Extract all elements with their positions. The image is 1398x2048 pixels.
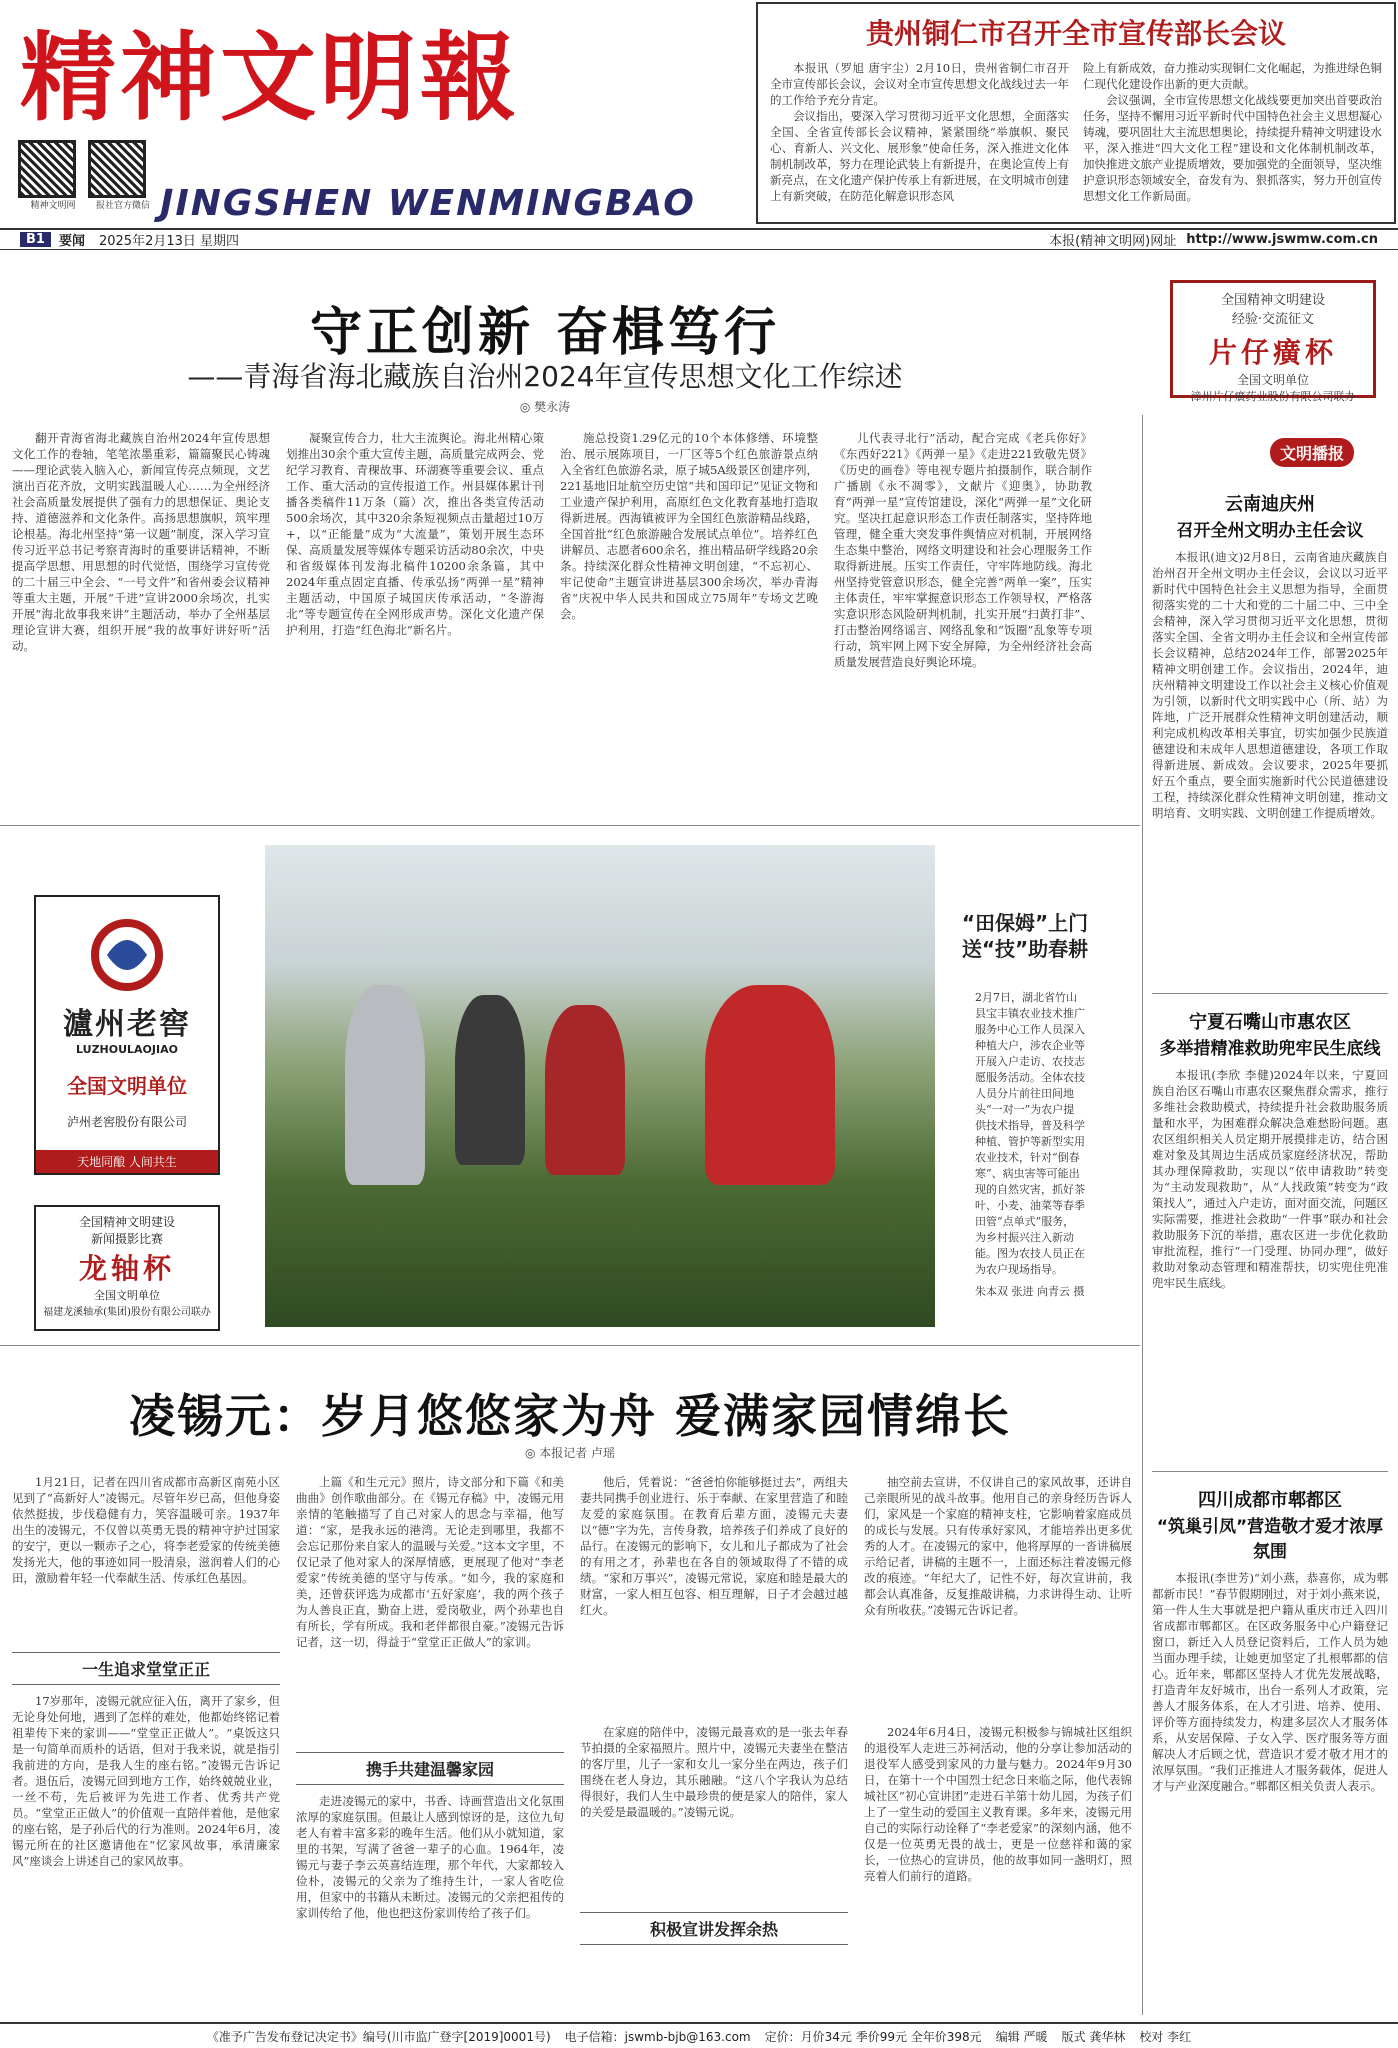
feature-col3-a: 他后，凭着说：“爸爸怕你能够挺过去”，两组夫妻共同携手创业进行、乐于奉献、在家里营造了和睦友爱的家庭氛围。在教育后辈方面，凌锡元夫妻以“德”字为先，言传身教，培养孩子们养成了良好的品行。在凌锡元的影响下，女儿和儿子都成为了社会的有用之才，孙辈也在各自的领域取得了不错的成绩。“家和万事兴”，凌锡元常说，家庭和睦是最大的财富，一家人相互包容、相互理解，日子才会越过越红火。: [580, 1475, 848, 1617]
ad-lz-company: 泸州老窖股份有限公司: [66, 1115, 187, 1129]
ad-lj-company: 福建龙溪轴承(集团)股份有限公司联办: [43, 1307, 211, 1318]
feature-col4-b: 2024年6月4日，凌锡元积极参与锦城社区组织的退役军人走进三苏祠活动，他的分享让参加活动的退役军人感受到家风的力量与魅力。2024年9月30日，在第十一个中国烈士纪念日来临之际，他代表锦城社区“初心宣讲团”走进石羊第十幼儿园，为孩子们上了一堂生动的爱国主义教育课。多年来，凌锡元用自己的实际行动诠释了“李老爱家”的深刻内涵，他不仅是一位英勇无畏的战士，更是一位慈祥和蔼的家长，一位热心的宣讲员，他的故事如同一盏明灯，照亮着人们前行的道路。: [864, 1725, 1132, 1883]
feature-col1-a: 1月21日，记者在四川省成都市高新区南苑小区见到了“高新好人”凌锡元。尽管年岁已高，但他身姿依然挺拔，步伐稳健有力，笑容温暖可亲。1937年出生的凌锡元，不仅曾以英勇无畏的精神守护过国家的安宁，更以一颗赤子之心，将李老爱家的传统美德发扬光大，他的事迹如同一股清泉，滋润着人们的心田，激励着年轻一代奉献生活、传承红色基因。: [12, 1475, 280, 1585]
ad-pz-line1: 全国精神文明建设: [1220, 293, 1325, 308]
luzhou-logo-icon: [87, 915, 167, 995]
lead-col-3: 施总投资1.29亿元的10个本体修缮、环境整治、展示展陈项目，一厂区等5个红色旅游景点纳入全省红色旅游名录，原子城5A级景区创建序列，221基地旧址航空历史馆“共和国印记”见证文物和工业遗产保护利用，高原红色文化教育基地打造取得新进展。西海镇被评为全国红色旅游精品线路，全国首批“红色旅游融合发展试点单位”。培养红色讲解员、志愿者600余名，推出精品研学线路20余条。持续深化群众性精神文明创建，“不忘初心、牢记使命”主题宣讲进基层300余场次，举办青海省“庆祝中华人民共和国成立75周年”专场文艺晚会。: [560, 431, 818, 621]
ad-lz-brand: 瀘州老窖: [63, 1007, 191, 1042]
issue-date: 2025年2月13日 星期四: [98, 234, 240, 249]
feature-col2-a: 上篇《和生元元》照片，诗文部分和下篇《和美曲曲》创作歌曲部分。在《锡元存稿》中，凌锡元用亲情的笔触描写了自己对家人的思念与幸福，他写道：“家，是我永远的港湾。无论走到哪里，我都不会忘记那份来自家人的温暖与关爱。”这本文字里，不仅记录了他对家人的深厚情感，更展现了他对“李老爱家”传统美德的坚守与传承。“如今，我的家庭和美，还曾获评选为成都市‘五好家庭’，我的两个孩子为人善良正直，勤奋上进，爱岗敬业，两个孙辈也自有所长，学有所成。我和老伴都很自豪。”凌锡元告诉记者，这一切，得益于“堂堂正正做人”的家训。: [296, 1475, 564, 1649]
top-story: [756, 2, 1396, 224]
lead-headline: 守正创新 奋楫笃行: [309, 303, 781, 363]
top-story-p2: 会议指出，要深入学习贯彻习近平文化思想，全面落实全国、全省宣传部长会议精神，紧紧围绕“举旗帜、聚民心、育新人、兴文化、展形象”使命任务，深入推进文化体制机制改革，努力在理论武装上有新提升，在奥论宣传上有新亮点，在文化遗产保护传承上有新进展，在文明城市创建上有新突破，在防范化解意识形态风: [770, 109, 1069, 203]
ad-luzhoulaojiao[interactable]: [34, 895, 220, 1175]
person-figure: [705, 985, 835, 1185]
column-divider: [1142, 415, 1143, 2015]
top-story-p1: 本报讯（罗旭 唐宇尘）2月10日，贵州省铜仁市召开全市宣传部长会议，会议对全市宣传思想文化战线过去一年的工作给予充分肯定。: [770, 61, 1069, 107]
ad-lz-pinyin: LUZHOULAOJIAO: [76, 1043, 178, 1056]
feature-col2-b: 走进凌锡元的家中，书香、诗画营造出文化氛围浓厚的家庭氛围。但最让人感到惊讶的是，这位九旬老人有着丰富多彩的晚年生活。他们从小就知道，家里的书架，写满了爸爸一辈子的心血。1964年，凌锡元与妻子李云英喜结连理，那个年代，大家都较入俭朴，凌锡元的父亲为了维持生计，一家人省吃俭用，但家中的书籍从未断过。凌锡元的父亲把祖传的家训传给了他，他也把这份家训传给了孩子们。: [296, 1794, 564, 1920]
feature-byline: ◎ 本报记者 卢瑶: [524, 1446, 616, 1460]
divider: [0, 825, 1140, 826]
ad-pz-company: 漳州片仔癀药业股份有限公司联办: [1190, 390, 1356, 403]
lead-byline: ◎ 樊永涛: [519, 400, 571, 414]
side-news-2-body: 本报讯(李欣 李健)2024年以来，宁夏回族自治区石嘴山市惠农区聚焦群众需求，推行多维社会救助模式，持续提升社会救助服务质量和水平，为困难群众解决急难愁盼问题。惠农区组织相关人员定期开展摸排走访，结合困难对象及其周边生活成员家庭经济状况，帮助其办理保障救助，实现以“依申请救助”转变为“主动发现救助”，从“人找政策”转变为“政策找人”，通过入户走访，面对面交流，问题区实际需要，推进社会救助“一件事”联办和社会救助服务下沉的举措，惠农区进一步优化救助审批流程，推行“一门受理、协同办理”，做好救助对象动态管理和精准帮扶，切实兜住兜准兜牢民生底线。: [1152, 1068, 1388, 1290]
ad-lj-brand: 龙轴杯: [78, 1252, 175, 1285]
feature-subhead-2: 携手共建温馨家园: [296, 1752, 564, 1785]
side-news-3-subtitle: “筑巢引凤”营造敬才爱才浓厚氛围: [1156, 1517, 1384, 1562]
top-story-p4: 会议强调，全市宣传思想文化战线要更加突出首要政治任务，坚持不懈用习近平新时代中国特色社会主义思想凝心铸魂，要巩固壮大主流思想奥论，持续提升精神文明建设水平，深入推进“四大文化工程”建设和文化体制机制改革，加快推进文旅产业提质增效，要加强党的全面领导，坚决维护意识形态领域安全，奋发有为、狠抓落实，努力开创宣传思想文化工作新局面。: [1083, 93, 1382, 203]
divider: [0, 1345, 1140, 1346]
person-figure: [545, 1005, 625, 1175]
feature-byline-text: 本报记者 卢瑶: [539, 1446, 616, 1460]
lead-col-2: 凝聚宣传合力，壮大主流舆论。海北州精心策划推出30余个重大宣传主题，高质量完成两会、党纪学习教育、青稞故事、环湖赛等重要会议、重点工作、重大活动的宣传报道工作。州县媒体累计刊播各类稿件11万条（篇）次，推出各类宣传活动500余场次，其中320余条短视频点击量超过10万+，以“正能量”成为“大流量”，策划开展生态环保、高质量发展等媒体专题采访活动80余次，中央和省级媒体刊发海北稿件10200余条篇，其中2024年重点固定直播、传承弘扬“两弹一星”精神主题活动，中国原子城国庆传承活动，“冬游海北”等专题宣传在全网形成声势。深化文化遗产保护利用，打造“红色海北”新名片。: [286, 431, 544, 637]
feature-headline: 凌锡元：岁月悠悠家为舟 爱满家园情绵长: [128, 1389, 1011, 1443]
footer-layout: 版式 龚华林: [1061, 2029, 1126, 2044]
qr-label: 精神文明网: [30, 201, 76, 211]
person-figure: [455, 995, 525, 1165]
side-news-column: [1152, 490, 1388, 2010]
qr-code-1[interactable]: [18, 140, 88, 211]
photo-story-title-line1: “田保姆”上门: [961, 911, 1089, 935]
qr-icon: [18, 140, 76, 198]
ad-lj-line2: 新闻摄影比赛: [90, 1232, 163, 1246]
side-tag: 文明播报: [1270, 438, 1354, 467]
qr-icon: [88, 140, 146, 198]
lead-col-1: 翻开青海省海北藏族自治州2024年宣传思想文化工作的卷轴，笔笔浓墨重彩，篇篇聚民心铸魂——理论武装入脑入心，新闻宣传亮点频现，文艺演出百花齐放，文明实践温暖人心……为全州经济社会高质量发展提供了强有力的思想保证、奥论支持、道德滋养和文化条件。高扬思想旗帜，筑牢理论根基。海北州坚持“第一议题”制度，深入学习宣传习近平总书记考察青海时的重要讲话精神，不断提高学思想、用思想的时代觉悟，围绕学习宣传党的二十届三中全会、“一号文件”和省州委会议精神等重大主题，开展“千进”宣讲2000余场次，扎实开展“海北故事我来讲”主题活动，举办了全州基层理论宣讲大赛，组织开展“我的故事好讲好听”活动。: [12, 431, 270, 653]
ad-pz-line1b: 经验·交流征文: [1231, 312, 1315, 327]
footer-editor: 编辑 严暖: [995, 2029, 1048, 2044]
side-news-2: [1152, 1008, 1388, 1457]
footer-proof: 校对 李红: [1139, 2029, 1192, 2044]
dateline-bar: [0, 228, 1398, 250]
divider: [1152, 1471, 1388, 1472]
side-news-3-title: 四川成都市郫都区: [1198, 1490, 1342, 1511]
divider: [1152, 993, 1388, 994]
qr-code-2[interactable]: [88, 140, 158, 211]
feature-subhead-1: 一生追求堂堂正正: [12, 1652, 280, 1685]
ad-lj-line1: 全国精神文明建设: [78, 1215, 175, 1229]
top-story-p3: 险上有新成效，奋力推动实现铜仁文化崛起，为推进绿色铜仁现代化建设作出新的更大贡献。: [1083, 61, 1382, 91]
footer: [0, 2022, 1398, 2048]
page-number: B1: [20, 232, 51, 247]
footer-license: 《准予广告发布登记决定书》编号(川市监广登字[2019]0001号): [206, 2029, 551, 2044]
top-story-title: 贵州铜仁市召开全市宣传部长会议: [865, 17, 1286, 50]
masthead-pinyin: JINGSHEN WENMINGBAO: [160, 183, 696, 224]
side-news-1-body: 本报讯(迪文)2月8日，云南省迪庆藏族自治州召开全州文明办主任会议，会议以习近平新时代中国特色社会主义思想为指导，全面贯彻落实党的二十大和党的二十届二中、三中全会精神，深入学习贯彻习近平文化思想，贯彻落实全国、全省文明办主任会议和全州宣传部长会议精神，总结2024年工作，部署2025年精神文明创建工作。会议指出，2024年，迪庆州精神文明建设工作以社会主义核心价值观为引领，以新时代文明实践中心（所、站）为阵地，广泛开展群众性精神文明创建活动，顺利完成机构改革相关事宜，切实加强少民族道德建设和未成年人思想道德建设，各项工作取得新进展、新成效。会议要求，2025年要抓好五个重点，要全面实施新时代公民道德建设工程，持续深化群众性精神文明创建，推动文明培育、文明实践、文明创建工作提质增效。: [1152, 550, 1388, 820]
footer-price: 定价：月价34元 季价99元 全年价398元: [764, 2029, 982, 2044]
ad-lz-slogan: 天地同酿 人间共生: [36, 1150, 218, 1173]
side-news-2-title: 宁夏石嘴山市惠农区: [1189, 1012, 1351, 1033]
photo-story-title: [945, 910, 1105, 962]
ad-pz-honor: 全国文明单位: [1236, 373, 1309, 387]
side-news-2-subtitle: 多举措精准救助兜牢民生底线: [1159, 1039, 1381, 1059]
qr-label: 报社官方微信: [95, 201, 150, 211]
side-news-1: [1152, 490, 1388, 979]
lead-subtitle: ——青海省海北藏族自治州2024年宣传思想文化工作综述: [187, 360, 903, 393]
feature-subhead-3: 积极宣讲发挥余热: [580, 1912, 848, 1945]
feature-col3-b: 在家庭的陪伴中，凌锡元最喜欢的是一张去年春节拍摄的全家福照片。照片中，凌锡元夫妻坐在整洁的客厅里，儿子一家和女儿一家分坐在两边，孩子们围绕在老人身边，其乐融融。“这八个字我认为总结得很好，我们人生中最珍贵的便是家人的陪伴，家人的关爱是最温暖的。”凌锡元说。: [580, 1725, 848, 1819]
feature-body: [12, 1474, 1132, 2014]
masthead-title: 精神文明報: [20, 21, 520, 134]
feature-col1-b: 17岁那年，凌锡元就应征入伍，离开了家乡，但无论身处何地，遇到了怎样的难处，他都始终铭记着祖辈传下来的家训——“堂堂正正做人”。“桌饭这只是一句简单而质朴的话语，但对于我来说，就是指引我前进的方向，是我人生的座右铭。”凌锡元告诉记者。退伍后，凌锡元回到地方工作，始终兢兢业业，一丝不苟，先后被评为先进工作者、优秀共产党员。“堂堂正正做人”的价值观一直陪伴着他，是他家的座右铭，是子孙后代的行为准则。2024年6月，凌锡元所在的社区邀请他在“忆家风故事，承清廉家风”座谈会上讲述自己的家风故事。: [12, 1694, 280, 1868]
lead-byline-text: 樊永涛: [534, 400, 571, 414]
side-news-1-subtitle: 召开全州文明办主任会议: [1176, 521, 1364, 541]
photo-story-title-line2: 送“技”助春耕: [961, 937, 1089, 961]
photo-credit: 朱本双 张进 向青云 摄: [975, 1285, 1085, 1298]
section-name: 要闻: [58, 234, 85, 249]
lead-col-4: 儿代表寻北行”活动，配合完成《老兵你好》《东西好221》《两弹一星》《走进221致敬先贤》《历史的画卷》等电视专题片拍摄制作，联合制作广播剧《永不凋零》，文献片《迎奥》，协助教育“两弹一星”宣传馆建设，深化“两弹一星”文化研究。坚决扛起意识形态工作责任制落实，坚持阵地管理，健全重大突发事件舆情应对机制，开展网络生态集中整治，网络文明建设和社会心理服务工作取得新进展。压实工作责任，守牢阵地防线。海北州坚持党管意识形态，健全完善“两单一案”，压实主体责任，牢牢掌握意识形态工作领导权，严格落实意识形态风险研判机制，扎实开展“扫黄打非”、打击整治网络谣言、网络乱象和“饭圈”乱象等专项行动，筑牢网上网下安全屏障，为全州经济社会高质量发展营造良好舆论环境。: [834, 431, 1092, 669]
photo-caption: 2月7日，湖北省竹山县宝丰镇农业技术推广服务中心工作人员深入种植大户，涉农企业等开展入户走访、农技志愿服务活动。全体农技人员分片前往田间地头“一对一”为农户提供技术指导，普及科学种植、管护等新型实用农业技术，针对“倒春寒”、病虫害等可能出现的自然灾害，抓好茶叶、小麦、油菜等春季田管“点单式”服务，为乡村振兴注入新动能。图为农技人员正在为农户现场指导。: [975, 991, 1085, 1276]
side-news-1-title: 云南迪庆州: [1225, 494, 1315, 515]
site-label: 本报(精神文明网)网址: [1049, 234, 1177, 249]
feature-col4-a: 抽空前去宣讲，不仅讲自己的家风故事，还讲自己亲眼所见的战斗故事。他用自己的亲身经历告诉人们，家风是一个家庭的精神支柱，它影响着家庭成员的成长与发展。只有传承好家风，才能培养出更多优秀的人才。在凌锡元的家中，他将厚厚的一沓讲稿展示给记者，讲稿的主题不一，上面还标注着凌锡元修改的痕迹。“年纪大了，记性不好，每次宣讲前，我都会认真准备，反复推敲讲稿，力求讲得生动、让听众有所收获。”凌锡元告诉记者。: [864, 1475, 1132, 1617]
ad-lz-honor: 全国文明单位: [67, 1074, 187, 1098]
side-news-3-body: 本报讯(李世芳)“刘小燕，恭喜你，成为郫都新市民！”春节假期刚过，对于刘小燕来说，第一件人生大事就是把户籍从重庆市迁入四川省成都市郫都区。在区政务服务中心户籍登记窗口，新迁入人员登记资料后，工作人员为她当面办理手续，让她更加坚定了扎根郫都的信心。近年来，郫都区坚持人才优先发展战略，打造青年友好城市，出台一系列人才政策，完善人才服务体系，在人才引进、培养、使用、评价等方面持续发力，构建多层次人才服务体系，从安居保障、子女入学、医疗服务等方面解决人才后顾之忧，营造识才爱才敬才用才的浓厚氛围。“我们正推进人才服务载体，促进人才与产业深度融合。”郫都区相关负责人表示。: [1152, 1571, 1388, 1793]
ad-longzhoubei[interactable]: [34, 1205, 220, 1331]
side-news-3: [1152, 1486, 1388, 2010]
lead-article-body: [12, 430, 1092, 810]
photo-caption-block: [975, 990, 1085, 1300]
ad-pz-brand: 片仔癀杯: [1208, 336, 1337, 369]
person-figure: [345, 985, 425, 1185]
ad-lj-honor: 全国文明单位: [94, 1289, 160, 1302]
news-photo: [265, 845, 935, 1327]
footer-email[interactable]: 电子信箱：jswmb-bjb@163.com: [564, 2029, 751, 2044]
site-url[interactable]: http://www.jswmw.com.cn: [1186, 232, 1378, 247]
ad-pianzaihuang[interactable]: [1170, 280, 1376, 403]
